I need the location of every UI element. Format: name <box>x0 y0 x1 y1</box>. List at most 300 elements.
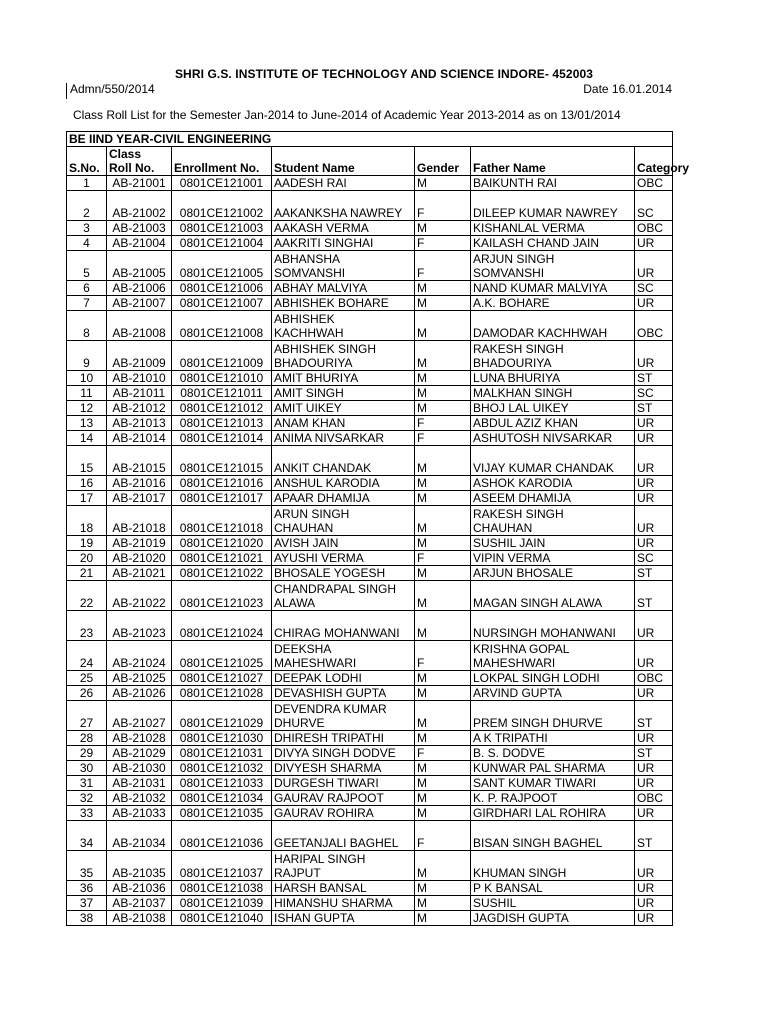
sno-cell: 20 <box>67 551 107 566</box>
table-row <box>67 311 673 341</box>
father-name-cell-line: ASHUTOSH NIVSARKAR <box>473 431 613 445</box>
sno-cell: 1 <box>67 176 107 191</box>
sno-cell: 9 <box>67 341 107 371</box>
category-cell: UR <box>635 806 673 821</box>
sno-cell: 7 <box>67 296 107 311</box>
enrollment-cell: 0801CE121010 <box>172 371 272 386</box>
father-name-cell-line: KRISHNA GOPAL <box>473 642 570 656</box>
sno-cell: 3 <box>67 221 107 236</box>
student-name-cell <box>272 251 415 281</box>
student-name-cell-line: CHANDRAPAL SINGH <box>274 582 397 596</box>
gender-cell: M <box>415 476 471 491</box>
father-name-cell-line: VIJAY KUMAR CHANDAK <box>473 461 614 475</box>
student-name-cell <box>272 536 415 551</box>
table-row <box>67 641 673 671</box>
category-cell: UR <box>635 431 673 446</box>
enrollment-cell: 0801CE121017 <box>172 491 272 506</box>
father-name-cell <box>471 566 635 581</box>
student-name-cell-line: ABHISHEK <box>274 312 335 326</box>
student-name-cell <box>272 791 415 806</box>
enrollment-cell: 0801CE121022 <box>172 566 272 581</box>
roll-no-cell: AB-21022 <box>107 581 172 611</box>
table-row <box>67 536 673 551</box>
student-name-cell-line: AMIT UIKEY <box>274 401 342 415</box>
table-row <box>67 566 673 581</box>
category-cell: ST <box>635 581 673 611</box>
student-name-cell <box>272 611 415 641</box>
enrollment-cell: 0801CE121006 <box>172 281 272 296</box>
roll-no-cell: AB-21032 <box>107 791 172 806</box>
category-cell: OBC <box>635 791 673 806</box>
sno-cell: 26 <box>67 686 107 701</box>
table-row <box>67 176 673 191</box>
enrollment-cell: 0801CE121015 <box>172 446 272 476</box>
sno-cell: 10 <box>67 371 107 386</box>
father-name-cell <box>471 371 635 386</box>
father-name-cell-line: MAHESHWARI <box>473 656 556 670</box>
student-name-cell <box>272 506 415 536</box>
gender-cell: M <box>415 686 471 701</box>
table-row <box>67 776 673 791</box>
father-name-cell <box>471 776 635 791</box>
student-name-cell <box>272 551 415 566</box>
gender-cell: M <box>415 446 471 476</box>
category-cell: UR <box>635 251 673 281</box>
table-row <box>67 431 673 446</box>
father-name-cell-line: MALKHAN SINGH <box>473 386 573 400</box>
father-name-cell <box>471 791 635 806</box>
roll-no-cell: AB-21013 <box>107 416 172 431</box>
sno-cell: 12 <box>67 401 107 416</box>
gender-cell: M <box>415 281 471 296</box>
roll-no-cell: AB-21012 <box>107 401 172 416</box>
category-cell: UR <box>635 476 673 491</box>
table-row <box>67 671 673 686</box>
father-name-cell <box>471 236 635 251</box>
father-name-cell-line: SUSHIL JAIN <box>473 536 546 550</box>
table-row <box>67 791 673 806</box>
student-name-cell-line: DIVYESH SHARMA <box>274 761 382 775</box>
student-name-cell <box>272 491 415 506</box>
category-cell: ST <box>635 566 673 581</box>
father-name-cell-line: DILEEP KUMAR NAWREY <box>473 206 618 220</box>
roll-no-cell: AB-21016 <box>107 476 172 491</box>
roll-no-cell: AB-21037 <box>107 896 172 911</box>
enrollment-cell: 0801CE121021 <box>172 551 272 566</box>
father-name-cell-line: ASEEM DHAMIJA <box>473 491 572 505</box>
gender-cell: M <box>415 341 471 371</box>
roll-no-cell: AB-21036 <box>107 881 172 896</box>
sno-cell: 38 <box>67 911 107 926</box>
roll-no-cell: AB-21018 <box>107 506 172 536</box>
student-name-cell-line: AVISH JAIN <box>274 536 339 550</box>
father-name-cell <box>471 551 635 566</box>
table-row <box>67 731 673 746</box>
father-name-cell <box>471 281 635 296</box>
father-name-cell <box>471 611 635 641</box>
father-name-cell-line: BHADOURIYA <box>473 356 552 370</box>
enrollment-cell: 0801CE121031 <box>172 746 272 761</box>
roll-no-cell: AB-21023 <box>107 611 172 641</box>
gender-cell: F <box>415 431 471 446</box>
father-name-cell <box>471 761 635 776</box>
enrollment-cell: 0801CE121027 <box>172 671 272 686</box>
table-row <box>67 251 673 281</box>
sno-cell: 34 <box>67 821 107 851</box>
enrollment-cell: 0801CE121018 <box>172 506 272 536</box>
roll-no-cell: AB-21027 <box>107 701 172 731</box>
gender-cell: F <box>415 251 471 281</box>
category-cell: ST <box>635 746 673 761</box>
student-name-cell-line: AAKASH VERMA <box>274 221 369 235</box>
student-name-cell-line: AADESH RAI <box>274 176 347 190</box>
roll-no-cell: AB-21030 <box>107 761 172 776</box>
student-name-cell-line: DEEPAK LODHI <box>274 671 362 685</box>
father-name-cell-line: NAND KUMAR MALVIYA <box>473 281 608 295</box>
category-cell: SC <box>635 191 673 221</box>
gender-cell: F <box>415 551 471 566</box>
father-name-cell <box>471 911 635 926</box>
student-name-cell-line: KACHHWAH <box>274 326 344 340</box>
roll-no-cell: AB-21017 <box>107 491 172 506</box>
gender-cell: M <box>415 761 471 776</box>
gender-cell: M <box>415 881 471 896</box>
student-name-cell-line: APAAR DHAMIJA <box>274 491 370 505</box>
sno-cell: 24 <box>67 641 107 671</box>
father-name-cell-line: K. P. RAJPOOT <box>473 791 558 805</box>
gender-cell: F <box>415 416 471 431</box>
roll-no-cell: AB-21011 <box>107 386 172 401</box>
father-name-cell-line: GIRDHARI LAL ROHIRA <box>473 806 606 820</box>
enrollment-cell: 0801CE121016 <box>172 476 272 491</box>
student-name-cell-line: ABHISHEK SINGH <box>274 342 377 356</box>
father-name-cell <box>471 581 635 611</box>
enrollment-cell: 0801CE121020 <box>172 536 272 551</box>
student-name-cell-line: DHIRESH TRIPATHI <box>274 731 385 745</box>
table-row <box>67 221 673 236</box>
father-name-cell <box>471 671 635 686</box>
sno-cell: 36 <box>67 881 107 896</box>
student-name-cell-line: ANKIT CHANDAK <box>274 461 372 475</box>
student-name-cell-line: DEVASHISH GUPTA <box>274 686 387 700</box>
category-cell: UR <box>635 416 673 431</box>
roll-no-cell: AB-21038 <box>107 911 172 926</box>
sno-cell: 16 <box>67 476 107 491</box>
enrollment-cell: 0801CE121036 <box>172 821 272 851</box>
gender-cell: F <box>415 821 471 851</box>
father-name-cell <box>471 896 635 911</box>
gender-cell: M <box>415 806 471 821</box>
student-name-cell <box>272 731 415 746</box>
student-name-cell-line: DIVYA SINGH DODVE <box>274 746 396 760</box>
student-name-cell <box>272 881 415 896</box>
sno-cell: 18 <box>67 506 107 536</box>
enrollment-cell: 0801CE121008 <box>172 311 272 341</box>
student-name-cell-line: BHADOURIYA <box>274 356 353 370</box>
student-name-cell <box>272 686 415 701</box>
sno-cell: 2 <box>67 191 107 221</box>
category-cell: UR <box>635 236 673 251</box>
student-name-cell-line: GEETANJALI BAGHEL <box>274 836 399 850</box>
roll-no-cell: AB-21002 <box>107 191 172 221</box>
category-cell: UR <box>635 776 673 791</box>
sno-cell: 35 <box>67 851 107 881</box>
table-row <box>67 506 673 536</box>
sno-cell: 32 <box>67 791 107 806</box>
col-header-student-name: Student Name <box>272 147 415 176</box>
father-name-cell <box>471 731 635 746</box>
student-name-cell-line: CHAUHAN <box>274 521 334 535</box>
table-row <box>67 686 673 701</box>
roll-list-subtitle: Class Roll List for the Semester Jan-2014 to June-2014 of Academic Year 2013-2014 as on 13/01/2014 <box>73 108 621 122</box>
student-name-cell <box>272 566 415 581</box>
roll-no-cell: AB-21001 <box>107 176 172 191</box>
table-row <box>67 806 673 821</box>
table-row <box>67 551 673 566</box>
father-name-cell-line: KAILASH CHAND JAIN <box>473 236 600 250</box>
father-name-cell-line: ARJUN BHOSALE <box>473 566 574 580</box>
category-cell: ST <box>635 371 673 386</box>
category-cell: UR <box>635 446 673 476</box>
gender-cell: M <box>415 311 471 341</box>
category-cell: UR <box>635 731 673 746</box>
table-row <box>67 581 673 611</box>
student-name-cell <box>272 641 415 671</box>
gender-cell: M <box>415 581 471 611</box>
sno-cell: 21 <box>67 566 107 581</box>
student-name-cell <box>272 761 415 776</box>
gender-cell: M <box>415 731 471 746</box>
student-name-cell-line: SOMVANSHI <box>274 266 346 280</box>
gender-cell: M <box>415 776 471 791</box>
class-roll-table <box>66 131 690 926</box>
col-header-category: Category <box>635 147 673 176</box>
sno-cell: 31 <box>67 776 107 791</box>
father-name-cell <box>471 491 635 506</box>
student-name-cell-line: ABHAY MALVIYA <box>274 281 368 295</box>
enrollment-cell: 0801CE121032 <box>172 761 272 776</box>
category-cell: SC <box>635 386 673 401</box>
gender-cell: M <box>415 896 471 911</box>
col-header-roll-line2: Roll No. <box>109 161 155 175</box>
father-name-cell-line: VIPIN VERMA <box>473 551 551 565</box>
student-name-cell <box>272 221 415 236</box>
father-name-cell-line: RAKESH SINGH <box>473 342 564 356</box>
father-name-cell <box>471 191 635 221</box>
father-name-cell <box>471 341 635 371</box>
category-cell: ST <box>635 401 673 416</box>
enrollment-cell: 0801CE121033 <box>172 776 272 791</box>
student-name-cell <box>272 911 415 926</box>
roll-no-cell: AB-21025 <box>107 671 172 686</box>
student-name-cell-line: DEVENDRA KUMAR <box>274 702 387 716</box>
sno-cell: 15 <box>67 446 107 476</box>
gender-cell: F <box>415 236 471 251</box>
enrollment-cell: 0801CE121038 <box>172 881 272 896</box>
father-name-cell-line: A K TRIPATHI <box>473 731 548 745</box>
sno-cell: 37 <box>67 896 107 911</box>
table-row <box>67 701 673 731</box>
student-name-cell <box>272 851 415 881</box>
sno-cell: 11 <box>67 386 107 401</box>
student-name-cell-line: ANIMA NIVSARKAR <box>274 431 385 445</box>
enrollment-cell: 0801CE121007 <box>172 296 272 311</box>
category-cell: OBC <box>635 221 673 236</box>
col-header-gender: Gender <box>415 147 471 176</box>
category-cell: UR <box>635 641 673 671</box>
roll-no-cell: AB-21024 <box>107 641 172 671</box>
father-name-cell-line: CHAUHAN <box>473 521 533 535</box>
father-name-cell-line: KISHANLAL VERMA <box>473 221 585 235</box>
roll-no-cell: AB-21004 <box>107 236 172 251</box>
student-name-cell-line: AMIT BHURIYA <box>274 371 359 385</box>
father-name-cell-line: LOKPAL SINGH LODHI <box>473 671 600 685</box>
table-row <box>67 341 673 371</box>
table-row <box>67 446 673 476</box>
roll-no-cell: AB-21007 <box>107 296 172 311</box>
enrollment-cell: 0801CE121009 <box>172 341 272 371</box>
enrollment-cell: 0801CE121002 <box>172 191 272 221</box>
table-row <box>67 881 673 896</box>
table-row <box>67 911 673 926</box>
table-row <box>67 491 673 506</box>
sno-cell: 4 <box>67 236 107 251</box>
father-name-cell-line: SANT KUMAR TIWARI <box>473 776 597 790</box>
table-row <box>67 896 673 911</box>
father-name-cell-line: ARJUN SINGH <box>473 252 555 266</box>
father-name-cell <box>471 446 635 476</box>
roll-no-cell: AB-21006 <box>107 281 172 296</box>
enrollment-cell: 0801CE121012 <box>172 401 272 416</box>
father-name-cell <box>471 221 635 236</box>
student-name-cell-line: ALAWA <box>274 596 316 610</box>
enrollment-cell: 0801CE121034 <box>172 791 272 806</box>
roll-no-cell: AB-21035 <box>107 851 172 881</box>
enrollment-cell: 0801CE121039 <box>172 896 272 911</box>
section-title: BE IIND YEAR-CIVIL ENGINEERING <box>67 132 673 147</box>
table-row <box>67 851 673 881</box>
gender-cell: M <box>415 491 471 506</box>
col-header-sno: S.No. <box>67 147 107 176</box>
father-name-cell <box>471 806 635 821</box>
roll-no-cell: AB-21034 <box>107 821 172 851</box>
father-name-cell-line: SOMVANSHI <box>473 266 545 280</box>
sno-cell: 23 <box>67 611 107 641</box>
sno-cell: 17 <box>67 491 107 506</box>
father-name-cell <box>471 386 635 401</box>
category-cell: UR <box>635 686 673 701</box>
institute-title: SHRI G.S. INSTITUTE OF TECHNOLOGY AND SCIENCE INDORE- 452003 <box>174 67 594 81</box>
roll-no-cell: AB-21031 <box>107 776 172 791</box>
enrollment-cell: 0801CE121023 <box>172 581 272 611</box>
gender-cell: M <box>415 386 471 401</box>
father-name-cell <box>471 431 635 446</box>
category-cell: UR <box>635 536 673 551</box>
student-name-cell-line: ANAM KHAN <box>274 416 346 430</box>
sno-cell: 14 <box>67 431 107 446</box>
table-row <box>67 761 673 776</box>
student-name-cell-line: CHIRAG MOHANWANI <box>274 626 400 640</box>
gender-cell: F <box>415 746 471 761</box>
category-cell: UR <box>635 296 673 311</box>
student-name-cell-line: HIMANSHU SHARMA <box>274 896 393 910</box>
father-name-cell <box>471 746 635 761</box>
student-name-cell <box>272 821 415 851</box>
category-cell: UR <box>635 881 673 896</box>
student-name-cell-line: DEEKSHA <box>274 642 332 656</box>
enrollment-cell: 0801CE121030 <box>172 731 272 746</box>
roll-no-cell: AB-21020 <box>107 551 172 566</box>
category-cell: UR <box>635 851 673 881</box>
father-name-cell-line: SUSHIL <box>473 896 517 910</box>
student-name-cell <box>272 431 415 446</box>
category-cell: UR <box>635 341 673 371</box>
table-row <box>67 746 673 761</box>
father-name-cell <box>471 506 635 536</box>
roll-no-cell: AB-21010 <box>107 371 172 386</box>
category-cell: UR <box>635 506 673 536</box>
sno-cell: 28 <box>67 731 107 746</box>
gender-cell: M <box>415 611 471 641</box>
student-name-cell-line: ANSHUL KARODIA <box>274 476 380 490</box>
student-name-cell <box>272 701 415 731</box>
student-name-cell-line: ISHAN GUPTA <box>274 911 355 925</box>
father-name-cell-line: A.K. BOHARE <box>473 296 550 310</box>
enrollment-cell: 0801CE121001 <box>172 176 272 191</box>
student-name-cell-line: AAKANKSHA NAWREY <box>274 206 403 220</box>
sno-cell: 19 <box>67 536 107 551</box>
roll-no-cell: AB-21019 <box>107 536 172 551</box>
table-row <box>67 476 673 491</box>
enrollment-cell: 0801CE121035 <box>172 806 272 821</box>
sno-cell: 30 <box>67 761 107 776</box>
student-name-cell <box>272 386 415 401</box>
father-name-cell-line: ASHOK KARODIA <box>473 476 573 490</box>
col-header-father-name: Father Name <box>471 147 635 176</box>
father-name-cell-line: PREM SINGH DHURVE <box>473 716 603 730</box>
roll-no-cell: AB-21029 <box>107 746 172 761</box>
section-header-row <box>67 132 673 147</box>
category-cell: SC <box>635 281 673 296</box>
enrollment-cell: 0801CE121013 <box>172 416 272 431</box>
father-name-cell-line: DAMODAR KACHHWAH <box>473 326 608 340</box>
enrollment-cell: 0801CE121029 <box>172 701 272 731</box>
father-name-cell-line: B. S. DODVE <box>473 746 546 760</box>
student-name-cell-line: GAURAV RAJPOOT <box>274 791 384 805</box>
student-name-cell-line: AAKRITI SINGHAI <box>274 236 374 250</box>
student-name-cell-line: DURGESH TIWARI <box>274 776 379 790</box>
category-cell: UR <box>635 611 673 641</box>
roll-no-cell: AB-21005 <box>107 251 172 281</box>
father-name-cell <box>471 176 635 191</box>
student-name-cell <box>272 281 415 296</box>
enrollment-cell: 0801CE121005 <box>172 251 272 281</box>
student-name-cell <box>272 476 415 491</box>
document-date: Date 16.01.2014 <box>583 82 672 96</box>
gender-cell: M <box>415 671 471 686</box>
student-name-cell <box>272 176 415 191</box>
father-name-cell <box>471 851 635 881</box>
father-name-cell <box>471 701 635 731</box>
student-name-cell <box>272 341 415 371</box>
sno-cell: 25 <box>67 671 107 686</box>
category-cell: SC <box>635 551 673 566</box>
gender-cell: M <box>415 851 471 881</box>
student-name-cell-line: AYUSHI VERMA <box>274 551 364 565</box>
student-name-cell-line: HARIPAL SINGH <box>274 852 366 866</box>
enrollment-cell: 0801CE121011 <box>172 386 272 401</box>
father-name-cell-line: BISAN SINGH BAGHEL <box>473 836 603 850</box>
